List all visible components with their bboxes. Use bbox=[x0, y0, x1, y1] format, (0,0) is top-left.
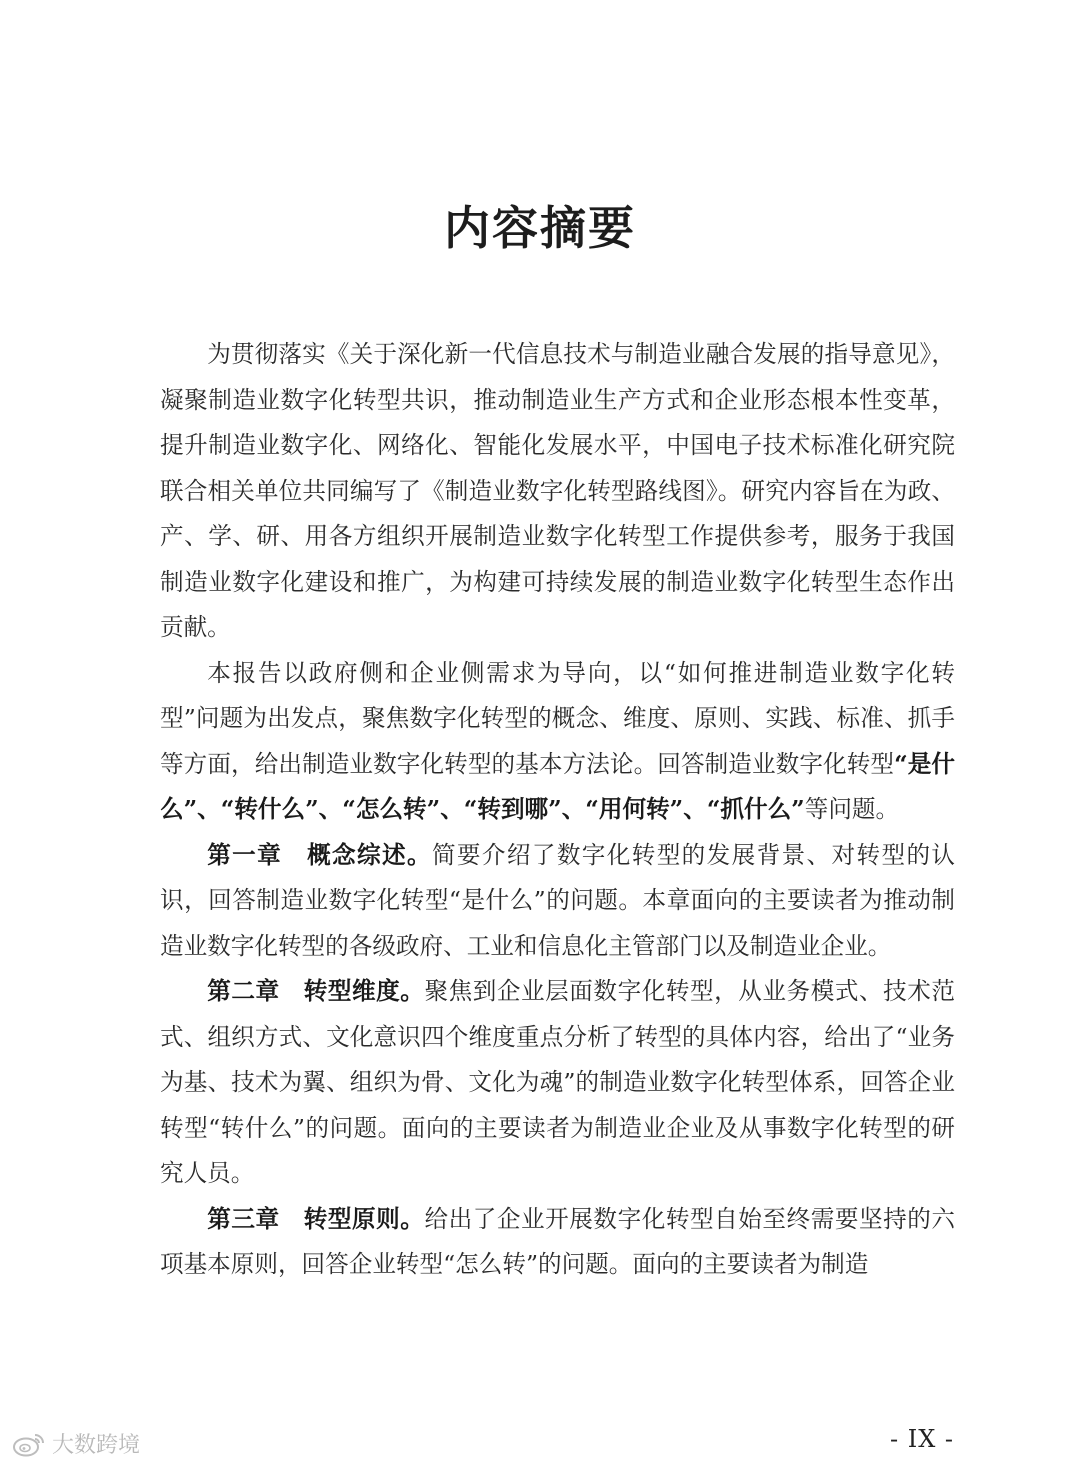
chapter-1-heading: 第一章 概念综述。 bbox=[207, 840, 432, 869]
abstract-body bbox=[160, 332, 955, 1288]
chapter-1-text: 简要介绍了数字化转型的发展背景、对转型的认识，回答制造业数字化转型“是什么”的问题。本章面向的主要读者为推动制造业数字化转型的各级政府、工业和信息化主管部门以及制造业企业。 bbox=[160, 840, 956, 960]
weibo-logo-icon bbox=[12, 1431, 46, 1457]
paragraph-approach-lead: 本报告以政府侧和企业侧需求为导向，以“如何推进制造业数字化转型”问题为出发点，聚焦数字化转型的概念、维度、原则、实践、标准、抓手等方面，给出制造业数字化转型的基本方法论。回答制造业数字化转型 bbox=[160, 658, 955, 778]
paragraph-chapter-3 bbox=[160, 1197, 955, 1288]
paragraph-chapter-2 bbox=[160, 969, 955, 1197]
page-title: 内容摘要 bbox=[444, 201, 636, 255]
paragraph-chapter-1 bbox=[160, 833, 955, 970]
watermark-text: 大数跨境 bbox=[52, 1433, 141, 1458]
paragraph-approach-tail: 等问题。 bbox=[804, 795, 900, 823]
watermark bbox=[12, 1428, 140, 1459]
paragraph-approach-questions: “是什么”、“转什么”、“怎么转”、“转到哪”、“用何转”、“抓什么” bbox=[160, 749, 955, 823]
page-number: - IX - bbox=[890, 1425, 955, 1453]
paragraph-approach bbox=[160, 651, 955, 833]
paragraph-intro: 为贯彻落实《关于深化新一代信息技术与制造业融合发展的指导意见》，凝聚制造业数字化转型共识，推动制造业生产方式和企业形态根本性变革，提升制造业数字化、网络化、智能化发展水平，中国电子技术标准化研究院联合相关单位共同编写了《制造业数字化转型路线图》。研究内容旨在为政、产、学、研、用各方组织开展制造业数字化转型工作提供参考，服务于我国制造业数字化建设和推广，为构建可持续发展的制造业数字化转型生态作出贡献。 bbox=[160, 340, 955, 641]
chapter-3-heading: 第三章 转型原则。 bbox=[207, 1204, 425, 1233]
chapter-3-text: 给出了企业开展数字化转型自始至终需要坚持的六项基本原则，回答企业转型“怎么转”的问题。面向的主要读者为制造 bbox=[160, 1204, 955, 1278]
chapter-2-text: 聚焦到企业层面数字化转型，从业务模式、技术范式、组织方式、文化意识四个维度重点分析了转型的具体内容，给出了“业务为基、技术为翼、组织为骨、文化为魂”的制造业数字化转型体系，回答企业转型“转什么”的问题。面向的主要读者为制造业企业及从事数字化转型的研究人员。 bbox=[160, 977, 955, 1187]
chapter-2-heading: 第二章 转型维度。 bbox=[207, 977, 425, 1005]
